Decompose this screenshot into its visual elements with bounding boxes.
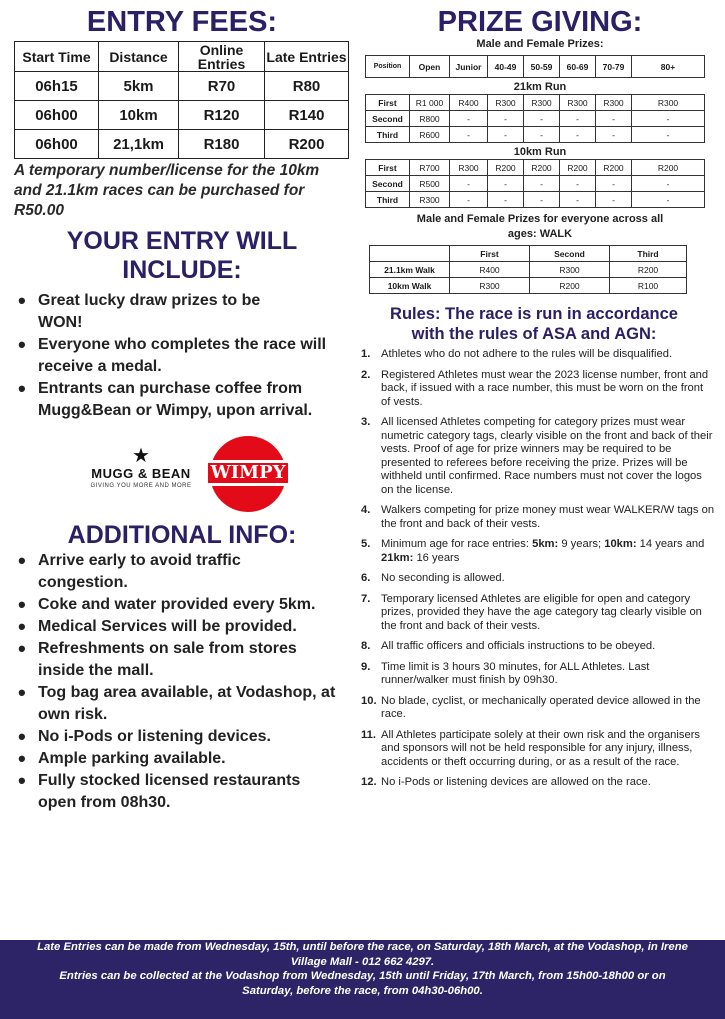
rule-text: No seconding is allowed. <box>381 572 505 584</box>
table-cell: R100 <box>610 278 687 294</box>
table-row <box>366 127 705 143</box>
table-cell: - <box>596 127 632 143</box>
rules-heading: Rules: The race is run in accordance with the rules of ASA and AGN: <box>390 305 678 343</box>
table-cell: - <box>524 192 560 208</box>
header-cell: Second <box>530 246 610 262</box>
wimpy-logo <box>210 436 286 512</box>
right-column <box>355 8 715 790</box>
table-cell: - <box>632 127 705 143</box>
table-cell: R300 <box>488 95 524 111</box>
rule-text: Temporary licensed Athletes are eligible for open and category prizes, provided they have the age category tag clearly visible on the front and back of their vests. <box>381 592 702 632</box>
rule-text: All Athletes participate solely at their own risk and the organisers and sponsors will not be held responsible for any injury, illness, accidents or theft occurring during, or as a result of the race. <box>381 728 701 768</box>
rule-text: No i-Pods or listening devices are allowed on the race. <box>381 776 651 788</box>
list-item: • Fully stocked licensed restaurants open from 08h30. <box>14 770 350 814</box>
run21-prize-table <box>365 94 705 143</box>
rule-number: 2. <box>361 368 371 381</box>
table-cell: R200 <box>530 278 610 294</box>
table-row <box>15 101 349 130</box>
header-cell: 50-59 <box>524 56 560 78</box>
rule-number: 6. <box>361 572 371 584</box>
rule-item <box>361 369 715 410</box>
header-cell: Open <box>410 56 450 78</box>
table-cell: First <box>366 160 410 176</box>
table-cell: R1 000 <box>410 95 450 111</box>
table-cell: 21,1km <box>99 130 179 159</box>
table-cell: R200 <box>632 160 705 176</box>
footer-banner <box>0 940 725 1019</box>
table-cell: R200 <box>560 160 596 176</box>
header-cell: 70-79 <box>596 56 632 78</box>
header-cell: 80+ <box>632 56 705 78</box>
prize-header-table <box>365 55 705 78</box>
rule-number: 10. <box>361 694 377 707</box>
prize-subtitle: Male and Female Prizes: <box>476 38 604 50</box>
table-cell: - <box>632 111 705 127</box>
table-cell: - <box>450 176 488 192</box>
additional-info-title: ADDITIONAL INFO: <box>67 521 297 549</box>
table-cell: - <box>450 111 488 127</box>
entry-include-list <box>14 290 350 422</box>
table-cell: 06h15 <box>15 72 99 101</box>
table-cell: R300 <box>530 262 610 278</box>
rule-number: 11. <box>361 728 376 741</box>
table-cell: R80 <box>265 72 349 101</box>
temporary-license-note: A temporary number/license for the 10km and 21.1km races can be purchased for R50.00 <box>14 162 320 219</box>
table-cell: - <box>488 111 524 127</box>
header-cell: Online Entries <box>179 42 265 72</box>
walk-prize-table <box>369 245 687 294</box>
table-cell: R300 <box>450 160 488 176</box>
table-row <box>366 176 705 192</box>
table-row <box>370 262 687 278</box>
prize-header-row <box>366 56 705 78</box>
rule-number: 4. <box>361 504 371 516</box>
rule-number: 1. <box>361 348 371 360</box>
rule-text: Athletes who do not adhere to the rules will be disqualified. <box>381 348 673 360</box>
mugg-and-bean-tagline: GIVING YOU MORE AND MORE <box>90 483 192 489</box>
table-cell: - <box>560 176 596 192</box>
table-cell: 5km <box>99 72 179 101</box>
sponsor-logos <box>14 434 350 514</box>
rule-item <box>361 416 715 497</box>
rules-list <box>361 348 715 790</box>
table-cell: - <box>560 127 596 143</box>
rule-number: 7. <box>361 592 371 605</box>
left-column <box>14 8 350 814</box>
header-cell <box>370 246 450 262</box>
table-cell: R70 <box>179 72 265 101</box>
table-row <box>370 278 687 294</box>
table-cell: Third <box>366 127 410 143</box>
table-cell: R200 <box>265 130 349 159</box>
header-cell: Junior <box>450 56 488 78</box>
table-cell: - <box>560 192 596 208</box>
table-cell: R300 <box>524 95 560 111</box>
table-cell: - <box>596 111 632 127</box>
table-cell: R140 <box>265 101 349 130</box>
table-cell: Third <box>366 192 410 208</box>
footer-collection: Entries can be collected at the Vodashop from Wednesday, 15th until Friday, 17th March, from 15h00-18h00 or on Saturday, before the race, from 04h30-06h00. <box>59 970 666 997</box>
star-icon: ★ <box>132 445 150 467</box>
table-cell: - <box>524 127 560 143</box>
rule-number: 8. <box>361 640 371 652</box>
table-cell: - <box>488 192 524 208</box>
walk-heading: Male and Female Prizes for everyone across all ages: WALK <box>416 213 664 240</box>
header-cell: Position <box>366 56 410 78</box>
table-cell: - <box>450 192 488 208</box>
header-cell: First <box>450 246 530 262</box>
list-item: • Ample parking available. <box>14 748 350 770</box>
walk-header-row <box>370 246 687 262</box>
run10-heading: 10km Run <box>513 146 567 158</box>
table-cell: R200 <box>524 160 560 176</box>
entry-fees-title: ENTRY FEES: <box>86 6 278 38</box>
list-item: • Tog bag area available, at Vodashop, at own risk. <box>14 682 350 726</box>
table-cell: Second <box>366 176 410 192</box>
table-row <box>366 111 705 127</box>
list-item: • No i-Pods or listening devices. <box>14 726 350 748</box>
table-cell: - <box>596 192 632 208</box>
list-item: • Great lucky draw prizes to be WON! <box>14 290 350 334</box>
entry-fees-header-row <box>15 42 349 72</box>
header-cell: Distance <box>99 42 179 72</box>
table-cell: - <box>560 111 596 127</box>
table-cell: R300 <box>596 95 632 111</box>
table-cell: - <box>488 127 524 143</box>
rule-number: 9. <box>361 660 371 673</box>
table-cell: First <box>366 95 410 111</box>
rule-item <box>361 729 715 770</box>
entry-include-title: YOUR ENTRY WILL INCLUDE: <box>66 227 298 284</box>
list-item: • Refreshments on sale from stores inside the mall. <box>14 638 350 682</box>
rule-number: 12. <box>361 776 377 788</box>
table-cell: - <box>524 111 560 127</box>
table-row <box>15 72 349 101</box>
table-cell: 06h00 <box>15 130 99 159</box>
mugg-and-bean-logo <box>76 446 206 489</box>
additional-info-list <box>14 550 350 814</box>
footer-late-entries: Late Entries can be made from Wednesday, 15th, until before the race, on Saturday, 18th March, at the Vodashop, in Irene Village Mall - 012 662 4297. <box>37 941 688 968</box>
table-cell: - <box>524 176 560 192</box>
rule-text: All licensed Athletes competing for category prizes must wear numetric category tags, clearly visible on the front and back of their vests. Proof of age for prize winners may be required to be presented to referees before receiving the prize. Prizes will be withheld until confirmed. Race numbers must not cover the logos on the license. <box>381 416 713 496</box>
rule-item <box>361 695 715 722</box>
table-cell: 06h00 <box>15 101 99 130</box>
table-cell: - <box>596 176 632 192</box>
list-item: • Arrive early to avoid traffic congestion. <box>14 550 350 594</box>
rule-item <box>361 538 715 565</box>
rule-text: Registered Athletes must wear the 2023 license number, front and back, if issued with a race number, this must be worn on the front of vests. <box>381 368 709 408</box>
table-row <box>366 160 705 176</box>
rule-item <box>361 504 715 531</box>
table-cell: - <box>632 176 705 192</box>
table-cell: - <box>632 192 705 208</box>
table-cell: R800 <box>410 111 450 127</box>
wimpy-name: WIMPY <box>208 460 288 486</box>
rule-item <box>361 348 715 362</box>
table-cell: R200 <box>610 262 687 278</box>
rule-text: No blade, cyclist, or mechanically operated device allowed in the race. <box>381 694 701 720</box>
table-cell: R200 <box>596 160 632 176</box>
rule-text: All traffic officers and officials instructions to be obeyed. <box>381 640 656 652</box>
prize-giving-title: PRIZE GIVING: <box>437 6 643 38</box>
header-cell: Start Time <box>15 42 99 72</box>
table-cell: R120 <box>179 101 265 130</box>
rule-item <box>361 593 715 634</box>
table-row <box>15 130 349 159</box>
list-item: • Entrants can purchase coffee from Mugg&Bean or Wimpy, upon arrival. <box>14 378 350 422</box>
table-cell: Second <box>366 111 410 127</box>
list-item: • Everyone who completes the race will receive a medal. <box>14 334 350 378</box>
table-cell: R600 <box>410 127 450 143</box>
table-cell: 10km <box>99 101 179 130</box>
header-cell: 60-69 <box>560 56 596 78</box>
header-cell: Late Entries <box>265 42 349 72</box>
rule-item <box>361 640 715 654</box>
run10-prize-table <box>365 159 705 208</box>
table-cell: 10km Walk <box>370 278 450 294</box>
table-cell: R300 <box>632 95 705 111</box>
rule-item <box>361 661 715 688</box>
rule-text: Time limit is 3 hours 30 minutes, for ALL Athletes. Last runner/walker must finish by 09h30. <box>381 660 650 686</box>
rule-item <box>361 776 715 790</box>
list-item: • Coke and water provided every 5km. <box>14 594 350 616</box>
table-cell: 21.1km Walk <box>370 262 450 278</box>
table-row <box>366 95 705 111</box>
header-cell: Third <box>610 246 687 262</box>
rule-number: 5. <box>361 538 371 550</box>
mugg-and-bean-name: MUGG & BEAN <box>91 466 191 481</box>
header-cell: 40-49 <box>488 56 524 78</box>
rule-text: Walkers competing for prize money must wear WALKER/W tags on the front and back of their vests. <box>381 504 715 530</box>
table-row <box>366 192 705 208</box>
table-cell: - <box>450 127 488 143</box>
run21-heading: 21km Run <box>513 81 567 93</box>
rule-number: 3. <box>361 416 371 428</box>
table-cell: R700 <box>410 160 450 176</box>
table-cell: R400 <box>450 95 488 111</box>
rule-item <box>361 572 715 586</box>
table-cell: R400 <box>450 262 530 278</box>
table-cell: R180 <box>179 130 265 159</box>
rule-text: Minimum age for race entries: 5km: 9 years; 10km: 14 years and 21km: 16 years <box>381 538 705 564</box>
list-item: • Medical Services will be provided. <box>14 616 350 638</box>
table-cell: - <box>488 176 524 192</box>
table-cell: R300 <box>450 278 530 294</box>
table-cell: R300 <box>560 95 596 111</box>
table-cell: R200 <box>488 160 524 176</box>
table-cell: R500 <box>410 176 450 192</box>
table-cell: R300 <box>410 192 450 208</box>
entry-fees-table <box>14 41 349 159</box>
